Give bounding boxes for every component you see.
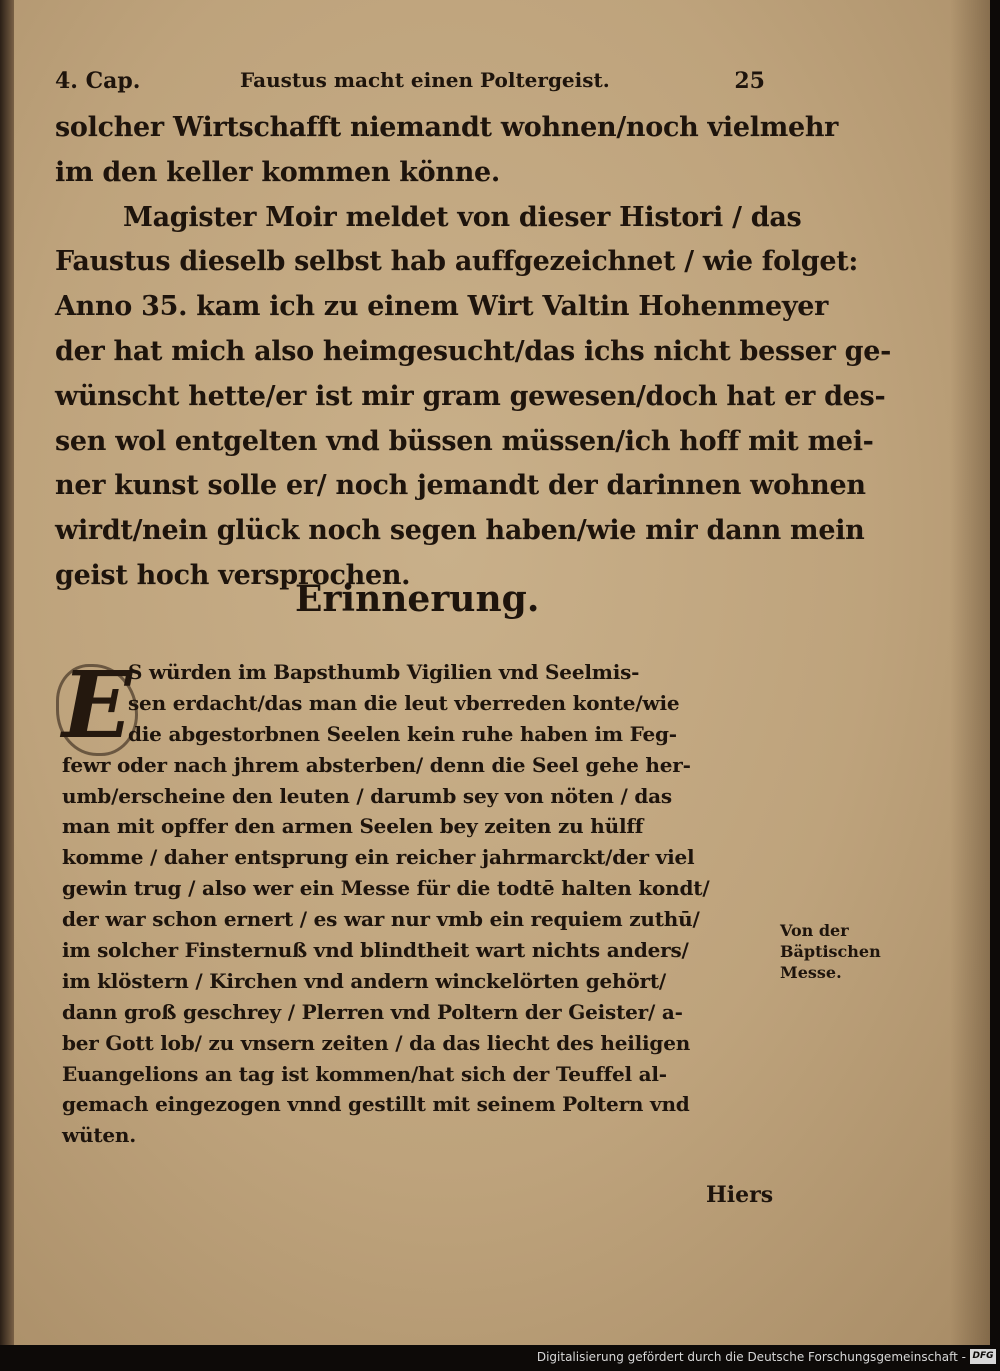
lower-text-block (62, 657, 774, 1151)
margin-note-line: Von der (780, 921, 849, 940)
text-line: gemach eingezogen vnnd gestillt mit seinem Poltern vnd (62, 1092, 690, 1117)
text-line: im solcher Finsternuß vnd blindtheit wart nichts anders/ (62, 938, 689, 963)
text-line: im den keller kommen könne. (55, 156, 501, 188)
text-line: umb/erscheine den leuten / darumb sey von nöten / das (62, 783, 672, 808)
text-line: gewin trug / also wer ein Messe für die todtē halten kondt/ (62, 876, 710, 901)
text-line: komme / daher entsprung ein reicher jahrmarckt/der viel (62, 845, 695, 870)
text-line: Magister Moir meldet von dieser Histori / das (123, 201, 802, 233)
footer-bar (0, 1345, 1000, 1371)
page-edge-shadow (950, 0, 990, 1345)
text-line: wüten. (62, 1123, 137, 1148)
text-line: geist hoch versprochen. (55, 559, 411, 591)
text-line: sen erdacht/das man die leut vberreden konte/wie (128, 690, 680, 715)
page-number: 25 (734, 68, 765, 94)
funding-credit: Digitalisierung gefördert durch die Deutsche Forschungsgemeinschaft - (536, 1350, 966, 1364)
text-line: dann groß geschrey / Plerren vnd Poltern der Geister/ a- (62, 999, 683, 1024)
text-line: der hat mich also heimgesucht/das ichs nicht besser ge- (55, 335, 892, 367)
margin-note (780, 920, 900, 983)
text-line: wünscht hette/er ist mir gram gewesen/doch hat er des- (55, 380, 886, 412)
text-line: im klöstern / Kirchen vnd andern winckelörten gehört/ (62, 968, 666, 993)
text-line: sen wol entgelten vnd büssen müssen/ich hoff mit mei- (55, 425, 874, 457)
text-line: fewr oder nach jhrem absterben/ denn die Seel gehe her- (62, 752, 691, 777)
text-line: Euangelions an tag ist kommen/hat sich der Teuffel al- (62, 1061, 667, 1086)
catchword: Hiers (706, 1182, 774, 1208)
text-line: solcher Wirtschafft niemandt wohnen/noch vielmehr (55, 112, 839, 143)
dfg-logo: DFG (970, 1349, 996, 1364)
text-line: wirdt/nein glück noch segen haben/wie mir dann mein (55, 515, 865, 547)
text-line: Faustus dieselb selbst hab auffgezeichnet / wie folget: (55, 246, 859, 278)
text-line: S würden im Bapsthumb Vigilien vnd Seelmis- (128, 660, 640, 684)
running-title: Faustus macht einen Poltergeist. (240, 68, 610, 92)
text-line: die abgestorbnen Seelen kein ruhe haben im Feg- (128, 721, 677, 746)
section-heading: Erinnerung. (295, 578, 540, 620)
margin-note-line: Messe. (780, 963, 842, 982)
running-head (55, 68, 765, 102)
drop-initial-letter: E (62, 651, 133, 759)
page-gutter (0, 0, 14, 1345)
text-line: ber Gott lob/ zu vnsern zeiten / da das liecht des heiligen (62, 1030, 691, 1055)
text-line: Anno 35. kam ich zu einem Wirt Valtin Hohenmeyer (55, 291, 829, 323)
text-line: man mit opffer den armen Seelen bey zeiten zu hülff (62, 814, 644, 839)
margin-note-line: Bäptischen (780, 942, 881, 961)
text-line: ner kunst solle er/ noch jemandt der darinnen wohnen (55, 470, 866, 502)
text-line: der war schon ernert / es war nur vmb ein requiem zuthū/ (62, 907, 700, 932)
upper-text-block (55, 106, 892, 599)
chapter-label: 4. Cap. (55, 68, 141, 94)
